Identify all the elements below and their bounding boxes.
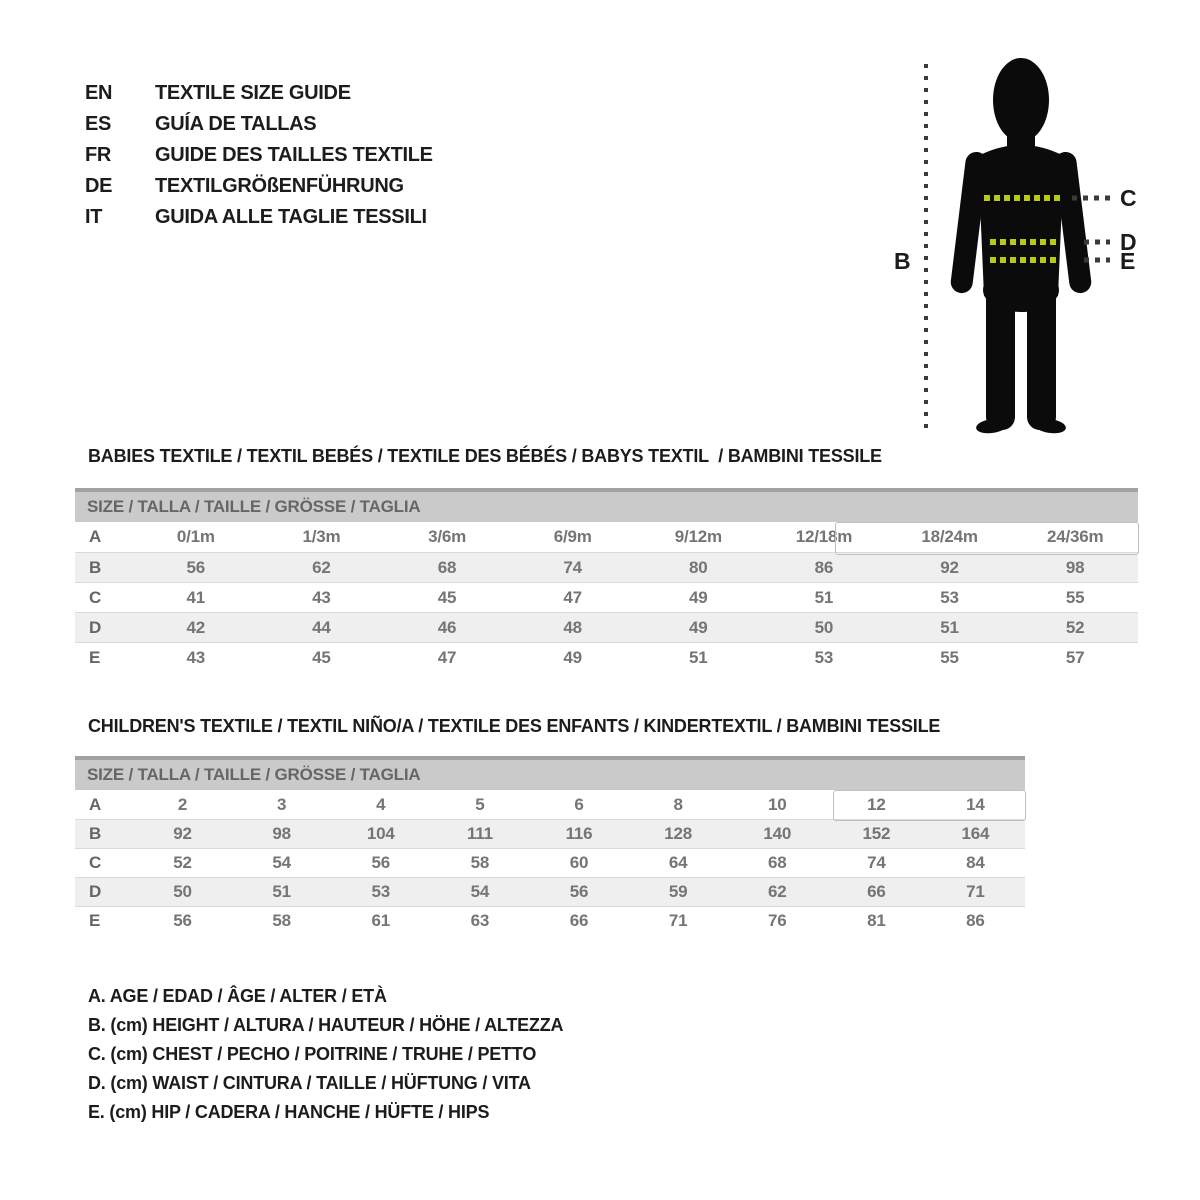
silhouette-left-leg — [986, 284, 1015, 430]
size-cell: 164 — [961, 824, 990, 843]
size-cell: 54 — [272, 853, 291, 872]
size-cell: 51 — [272, 882, 291, 901]
size-cell: 56 — [173, 911, 192, 930]
size-cell: 49 — [563, 647, 582, 667]
size-cell: 140 — [763, 824, 792, 843]
language-label: GUÍA DE TALLAS — [155, 113, 317, 135]
table-row — [75, 848, 1025, 877]
size-cell: 54 — [470, 882, 490, 901]
language-label: TEXTILE SIZE GUIDE — [155, 82, 351, 104]
size-cell: 62 — [767, 882, 787, 901]
size-cell: 68 — [767, 853, 787, 872]
hip-label: E — [1120, 248, 1136, 274]
size-cell: 12/18m — [795, 527, 853, 546]
size-cell: 80 — [689, 557, 708, 577]
size-cell: 55 — [940, 647, 959, 667]
size-cell: 53 — [814, 647, 834, 667]
language-row — [85, 109, 433, 140]
size-cell: 1/3m — [302, 527, 341, 546]
size-cell: 49 — [689, 617, 708, 637]
table-row — [75, 642, 1138, 672]
silhouette-right-leg — [1027, 284, 1056, 430]
size-cell: 58 — [272, 911, 291, 930]
height-label: B — [894, 248, 911, 274]
size-cell: 98 — [272, 824, 291, 843]
size-cell: 128 — [664, 824, 692, 843]
size-cell: 41 — [186, 587, 206, 607]
row-label: E — [89, 911, 101, 930]
size-cell: 18/24m — [921, 527, 978, 546]
language-row — [85, 78, 433, 109]
size-cell: 74 — [867, 853, 886, 872]
size-cell: 3 — [277, 794, 287, 814]
size-cell: 44 — [312, 617, 331, 637]
size-cell: 66 — [569, 911, 589, 930]
size-cell: 84 — [966, 853, 985, 872]
measurement-figure — [880, 40, 1200, 440]
size-cell: 92 — [173, 824, 192, 843]
language-code: ES — [85, 113, 112, 135]
child-silhouette — [950, 58, 1093, 435]
size-cell: 43 — [312, 587, 331, 607]
size-cell: 49 — [689, 587, 708, 607]
size-cell: 10 — [767, 794, 787, 814]
table-row — [75, 582, 1138, 612]
size-cell: 92 — [940, 557, 959, 577]
legend-line: C. (cm) CHEST / PECHO / POITRINE / TRUHE / PETTO — [88, 1044, 537, 1064]
size-cell: 50 — [173, 882, 192, 901]
size-cell: 111 — [466, 824, 493, 843]
size-cell: 51 — [940, 617, 959, 637]
babies-size-table — [75, 488, 1138, 672]
size-cell: 74 — [563, 557, 582, 577]
language-row — [85, 140, 433, 171]
size-cell: 56 — [569, 882, 589, 901]
size-cell: 86 — [966, 911, 985, 930]
legend-line: D. (cm) WAIST / CINTURA / TAILLE / HÜFTUNG / VITA — [88, 1073, 531, 1093]
row-label: B — [89, 824, 102, 843]
measurement-legend — [88, 982, 563, 1127]
size-cell: 46 — [437, 617, 457, 637]
size-cell: 9/12m — [674, 527, 722, 546]
legend-line: E. (cm) HIP / CADERA / HANCHE / HÜFTE / HIPS — [88, 1102, 490, 1122]
waist-label: D — [1120, 229, 1137, 255]
size-cell: 52 — [173, 853, 192, 872]
table-row — [75, 877, 1025, 906]
table-header-bar: SIZE / TALLA / TAILLE / GRÖSSE / TAGLIA — [75, 488, 1138, 522]
table-row — [75, 906, 1025, 935]
language-code: FR — [85, 144, 112, 166]
size-cell: 3/6m — [428, 527, 467, 546]
size-cell: 5 — [475, 794, 485, 814]
size-cell: 48 — [563, 617, 582, 637]
size-cell: 51 — [689, 647, 708, 667]
size-cell: 58 — [470, 853, 490, 872]
legend-line: B. (cm) HEIGHT / ALTURA / HAUTEUR / HÖHE / ALTEZZA — [88, 1015, 564, 1035]
language-row — [85, 171, 433, 202]
size-cell: 56 — [371, 853, 391, 872]
table-row — [75, 612, 1138, 642]
table-row — [75, 790, 1025, 819]
row-label: C — [89, 587, 102, 607]
size-cell: 76 — [767, 911, 787, 930]
size-cell: 71 — [668, 911, 688, 930]
language-label: GUIDA ALLE TAGLIE TESSILI — [155, 206, 427, 228]
children-table-body — [75, 790, 1025, 935]
size-cell: 45 — [312, 647, 331, 667]
section-title-children: CHILDREN'S TEXTILE / TEXTIL NIÑO/A / TEXTILE DES ENFANTS / KINDERTEXTIL / BAMBINI TESSILE — [88, 716, 941, 736]
table-header-bar: SIZE / TALLA / TAILLE / GRÖSSE / TAGLIA — [75, 756, 1025, 790]
size-cell: 50 — [814, 617, 834, 637]
size-cell: 152 — [862, 824, 891, 843]
size-cell: 116 — [565, 824, 593, 843]
size-cell: 55 — [1065, 587, 1085, 607]
row-label: A — [89, 527, 102, 546]
size-cell: 98 — [1065, 557, 1085, 577]
size-cell: 61 — [371, 911, 391, 930]
row-label: D — [89, 882, 102, 901]
size-cell: 4 — [376, 794, 386, 814]
children-size-table — [75, 756, 1025, 935]
size-cell: 104 — [366, 824, 395, 843]
language-row — [85, 202, 433, 233]
row-label: E — [89, 647, 101, 667]
size-cell: 81 — [867, 911, 886, 930]
row-label: A — [89, 794, 102, 814]
child-silhouette-figure — [880, 40, 1200, 440]
size-cell: 53 — [371, 882, 391, 901]
language-code: IT — [85, 206, 103, 228]
language-list — [85, 78, 433, 233]
size-cell: 2 — [177, 794, 188, 814]
size-cell: 71 — [966, 882, 985, 901]
section-title-babies: BABIES TEXTILE / TEXTIL BEBÉS / TEXTILE DES BÉBÉS / BABYS TEXTIL / BAMBINI TESSILE — [88, 446, 882, 466]
table-row — [75, 522, 1138, 552]
size-cell: 62 — [312, 557, 331, 577]
babies-table-body — [75, 522, 1138, 672]
size-cell: 47 — [437, 647, 457, 667]
size-cell: 24/36m — [1046, 527, 1104, 546]
row-label: B — [89, 557, 102, 577]
size-cell: 59 — [668, 882, 688, 901]
size-cell: 60 — [569, 853, 589, 872]
size-cell: 63 — [470, 911, 490, 930]
size-cell: 42 — [186, 617, 206, 637]
chest-label: C — [1120, 185, 1137, 211]
size-cell: 45 — [437, 587, 457, 607]
size-cell: 6/9m — [553, 527, 592, 546]
size-cell: 14 — [966, 794, 985, 814]
size-cell: 47 — [563, 587, 582, 607]
size-cell: 57 — [1065, 647, 1085, 667]
size-cell: 56 — [186, 557, 206, 577]
row-label: C — [89, 853, 102, 872]
row-label: D — [89, 617, 102, 637]
language-label: TEXTILGRÖßENFÜHRUNG — [155, 175, 404, 197]
size-cell: 68 — [437, 557, 457, 577]
language-code: DE — [85, 175, 113, 197]
size-cell: 8 — [673, 794, 683, 814]
size-cell: 64 — [668, 853, 688, 872]
table-row — [75, 552, 1138, 582]
size-cell: 12 — [867, 794, 886, 814]
size-cell: 6 — [574, 794, 584, 814]
language-code: EN — [85, 82, 113, 104]
size-cell: 0/1m — [176, 527, 215, 546]
size-cell: 86 — [814, 557, 834, 577]
size-cell: 53 — [940, 587, 959, 607]
size-cell: 66 — [867, 882, 886, 901]
legend-line: A. AGE / EDAD / ÂGE / ALTER / ETÀ — [88, 986, 387, 1006]
size-cell: 43 — [186, 647, 206, 667]
table-row — [75, 819, 1025, 848]
size-cell: 51 — [814, 587, 834, 607]
language-label: GUIDE DES TAILLES TEXTILE — [155, 144, 433, 166]
size-cell: 52 — [1065, 617, 1085, 637]
